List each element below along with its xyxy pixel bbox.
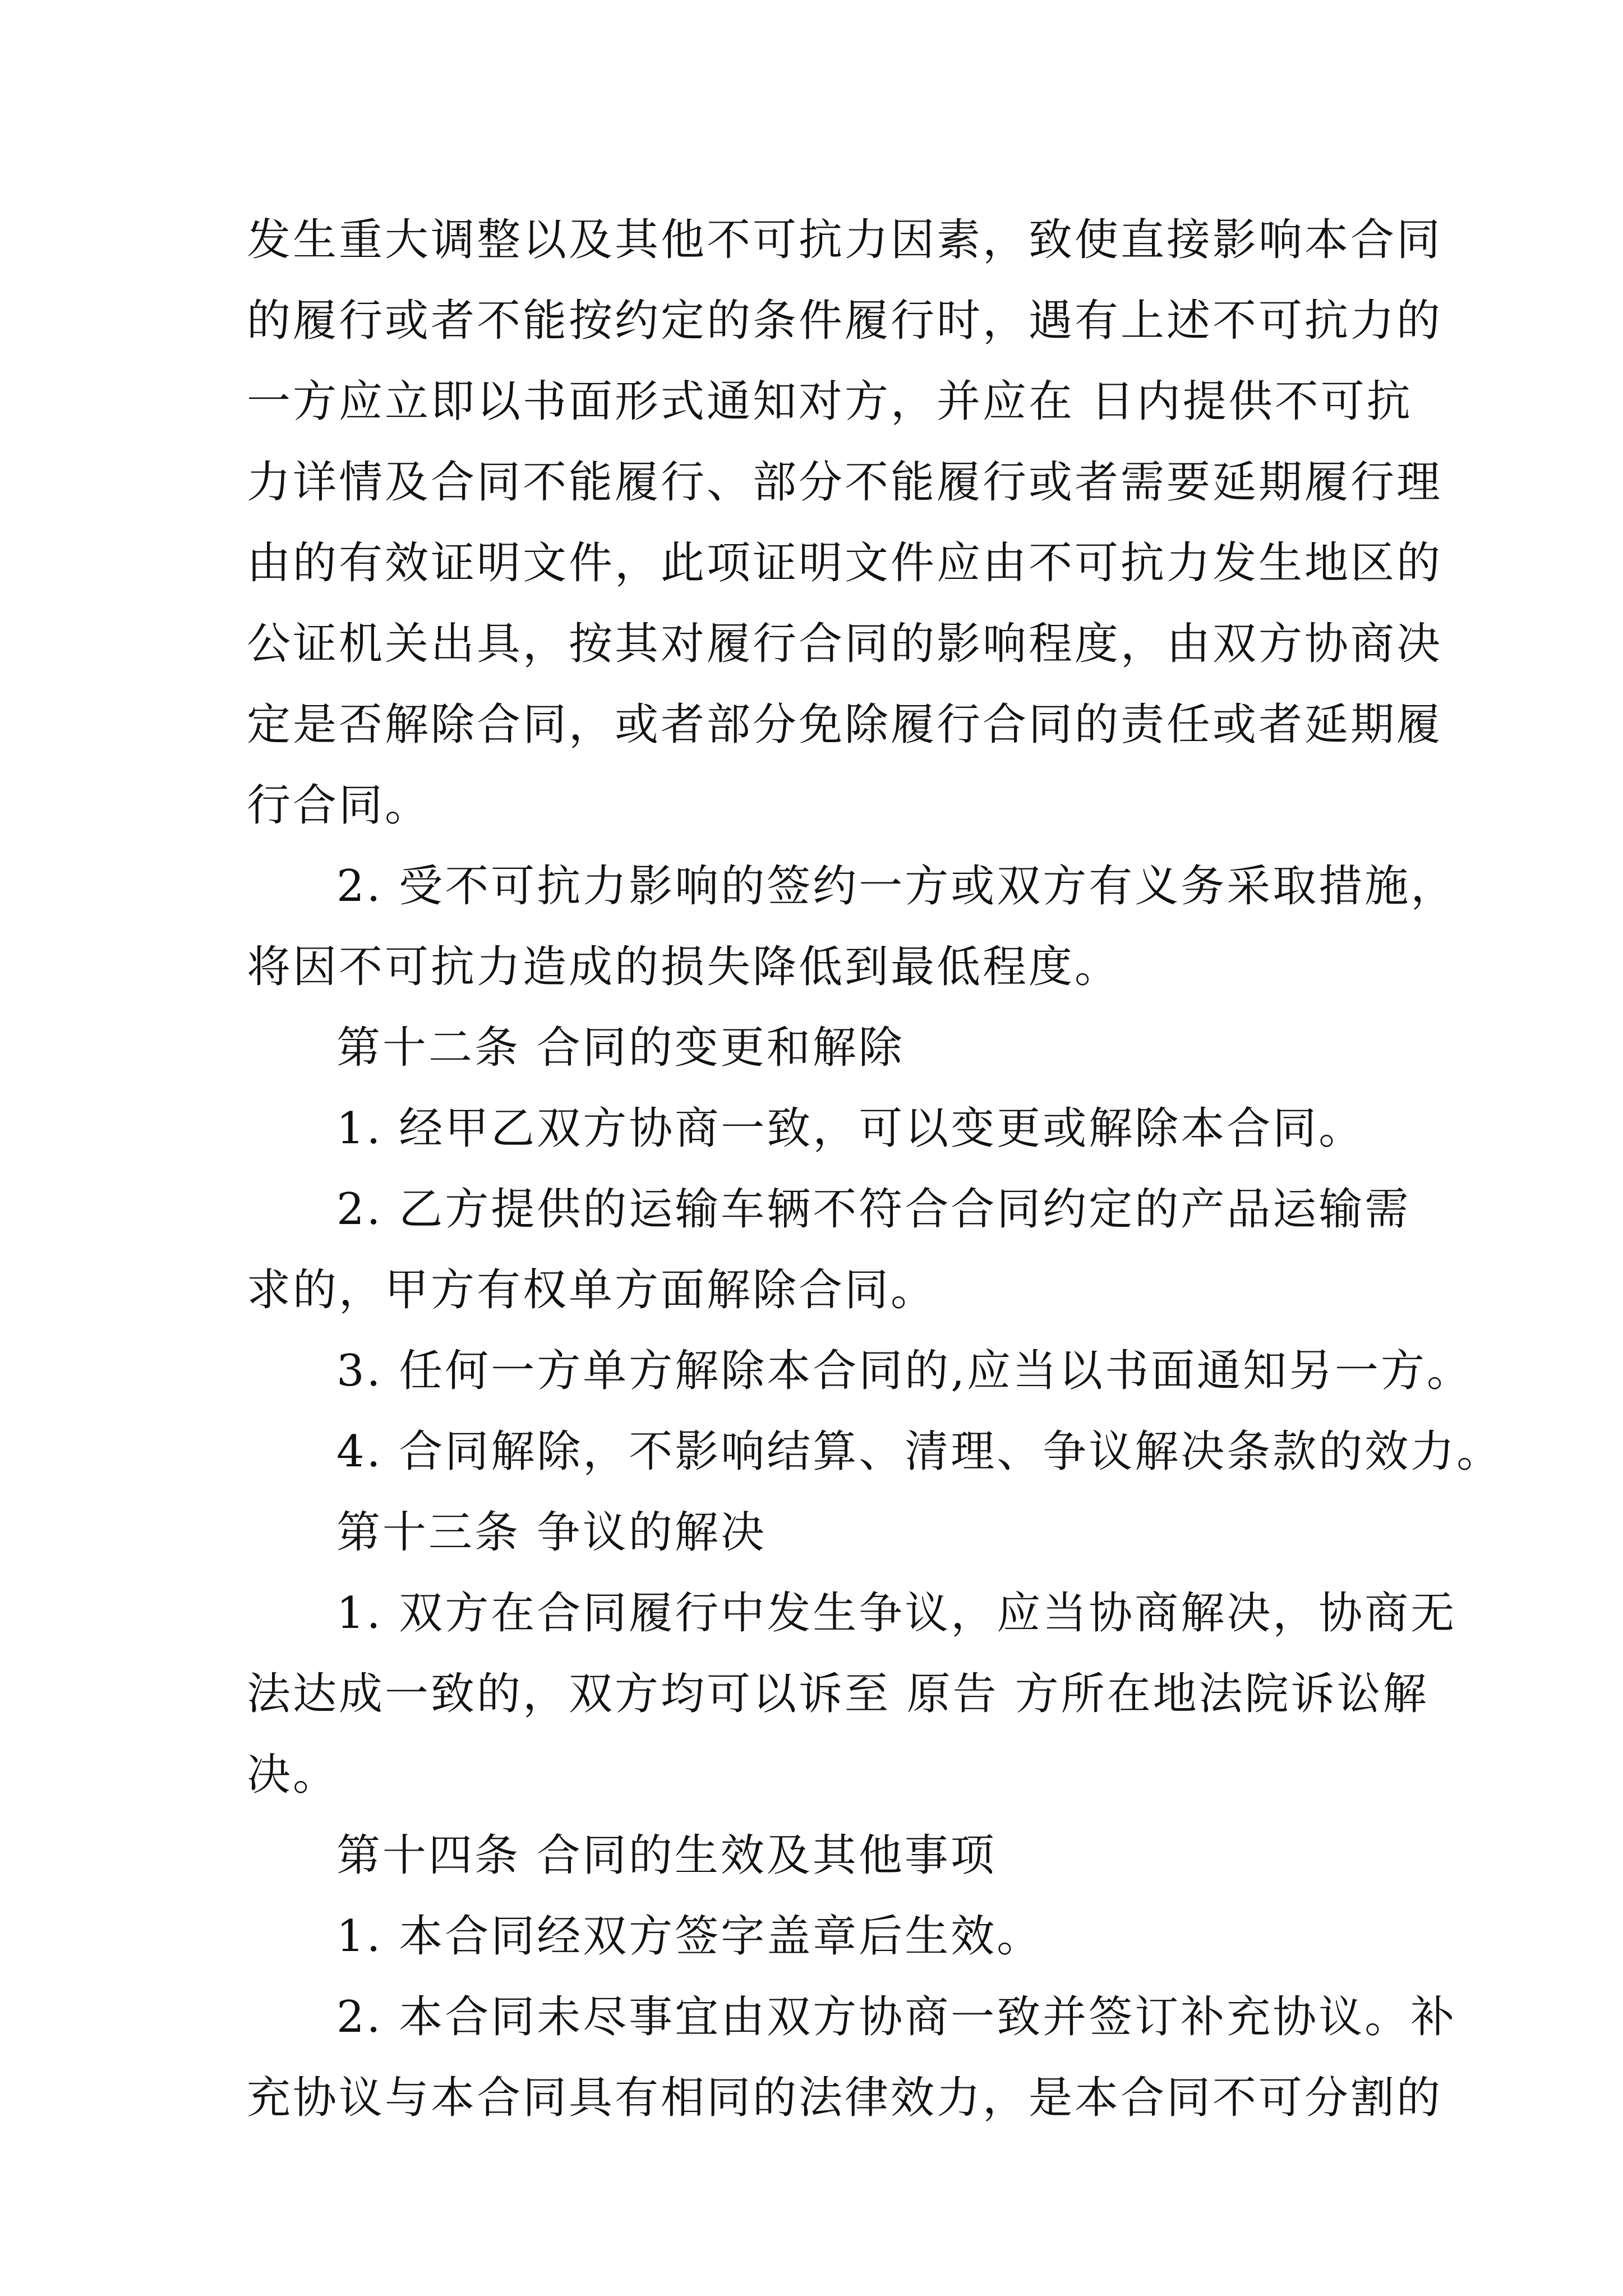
text-line: 一方应立即以书面形式通知对方，并应在 日内提供不可抗 [247, 376, 1413, 427]
text-line: 求的，甲方有权单方面解除合同。 [247, 1265, 937, 1315]
text-line: 力详情及合同不能履行、部分不能履行或者需要延期履行理 [247, 457, 1443, 508]
text-line: 1. 经甲乙双方协商一致，可以变更或解除本合同。 [336, 1103, 1365, 1154]
text-line: 2. 乙方提供的运输车辆不符合合同约定的产品运输需 [336, 1184, 1411, 1235]
text-line: 1. 本合同经双方签字盖章后生效。 [336, 1911, 1043, 1962]
text-line: 发生重大调整以及其他不可抗力因素，致使直接影响本合同 [247, 215, 1443, 265]
text-line: 定是否解除合同，或者部分免除履行合同的责任或者延期履 [247, 700, 1443, 750]
text-line: 2. 本合同未尽事宜由双方协商一致并签订补充协议。补 [336, 1992, 1457, 2042]
text-line: 法达成一致的，双方均可以诉至 原告 方所在地法院诉讼解 [247, 1669, 1429, 1719]
text-line: 4. 合同解除，不影响结算、清理、争议解决条款的效力。 [336, 1427, 1503, 1477]
text-line: 行合同。 [247, 780, 431, 831]
text-line: 决。 [247, 1750, 339, 1800]
section-heading: 第十三条 争议的解决 [336, 1507, 767, 1558]
section-heading: 第十二条 合同的变更和解除 [336, 1023, 905, 1073]
text-line: 充协议与本合同具有相同的法律效力，是本合同不可分割的 [247, 2073, 1443, 2123]
text-line: 公证机关出具，按其对履行合同的影响程度，由双方协商决 [247, 619, 1443, 669]
text-line: 由的有效证明文件，此项证明文件应由不可抗力发生地区的 [247, 538, 1443, 588]
text-line: 3. 任何一方单方解除本合同的,应当以书面通知另一方。 [336, 1346, 1473, 1396]
text-line: 将因不可抗力造成的损失降低到最低程度。 [247, 942, 1121, 992]
text-line: 的履行或者不能按约定的条件履行时，遇有上述不可抗力的 [247, 296, 1443, 346]
text-line: 2. 受不可抗力影响的签约一方或双方有义务采取措施， [336, 861, 1457, 912]
text-line: 1. 双方在合同履行中发生争议，应当协商解决，协商无 [336, 1588, 1457, 1639]
section-heading: 第十四条 合同的生效及其他事项 [336, 1830, 997, 1881]
